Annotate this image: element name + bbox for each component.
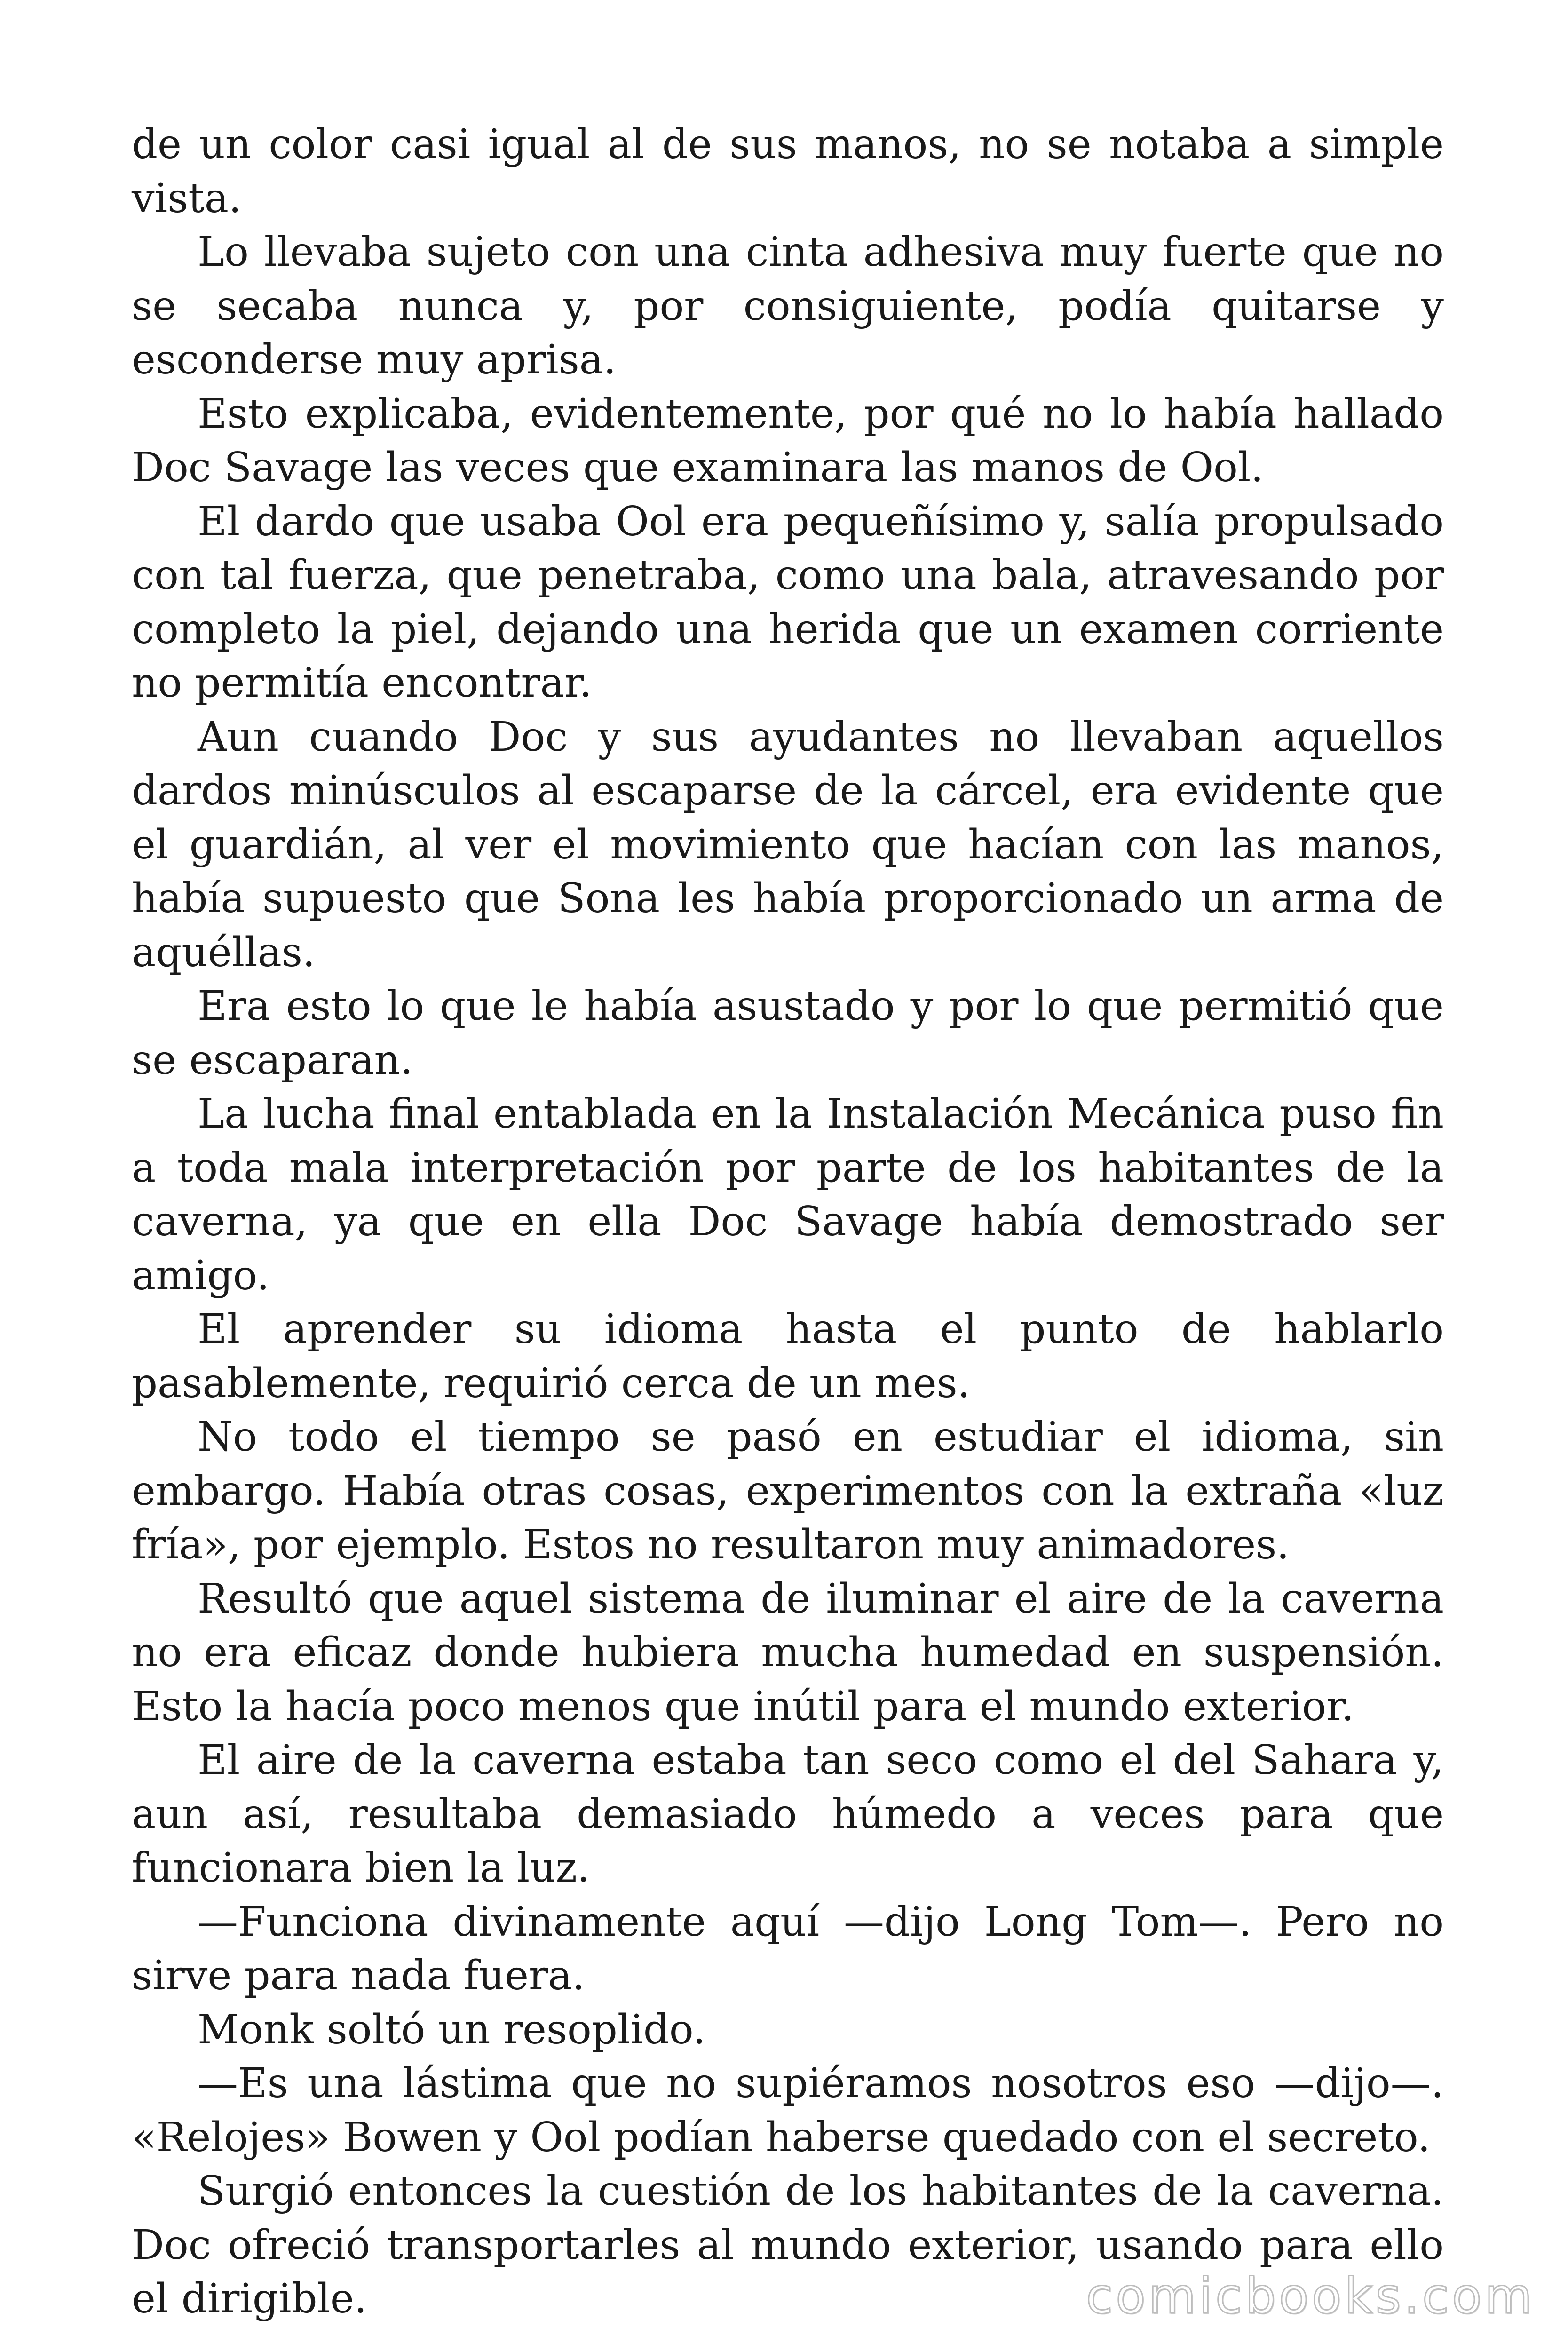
paragraph: No todo el tiempo se pasó en estudiar el idioma, sin embargo. Había otras cosas, experimentos con la extraña «luz fría», por ejemplo. Estos no resultaron muy animadores.: [132, 1414, 1444, 1568]
paragraph: —Es una lástima que no supiéramos nosotros eso —dijo—. «Relojes» Bowen y Ool podían haberse quedado con el secreto.: [132, 2060, 1444, 2161]
paragraph: Esto explicaba, evidentemente, por qué no lo había hallado Doc Savage las veces que examinara las manos de Ool.: [132, 390, 1444, 491]
paragraph: El aire de la caverna estaba tan seco como el del Sahara y, aun así, resultaba demasiado húmedo a veces para que funcionara bien la luz.: [132, 1737, 1444, 1891]
paragraph: El aprender su idioma hasta el punto de hablarlo pasablemente, requirió cerca de un mes.: [132, 1306, 1444, 1407]
paragraph: Monk soltó un resoplido.: [198, 2006, 706, 2053]
paragraph: —Funciona divinamente aquí —dijo Long Tom—. Pero no sirve para nada fuera.: [132, 1898, 1444, 1999]
page-body: [132, 118, 1444, 2326]
paragraph: Era esto lo que le había asustado y por lo que permitió que se escaparan.: [132, 983, 1444, 1084]
paragraph: Aun cuando Doc y sus ayudantes no llevaban aquellos dardos minúsculos al escaparse de la cárcel, era evidente que el guardián, al ver el movimiento que hacían con las manos, había supuesto que Sona les había proporcionado un arma de aquéllas.: [132, 713, 1444, 976]
paragraph: El dardo que usaba Ool era pequeñísimo y, salía propulsado con tal fuerza, que penetraba, como una bala, atravesando por completo la piel, dejando una herida que un examen corriente no permitía encontrar.: [132, 498, 1444, 707]
watermark: comicbooks.com: [1085, 2267, 1535, 2325]
paragraph-continued: de un color casi igual al de sus manos, no se notaba a simple vista.: [132, 121, 1444, 222]
paragraph: Surgió entonces la cuestión de los habitantes de la caverna. Doc ofreció transportarles al mundo exterior, usando para ello el dirigible.: [132, 2168, 1444, 2322]
paragraph: Lo llevaba sujeto con una cinta adhesiva muy fuerte que no se secaba nunca y, por consiguiente, podía quitarse y esconderse muy aprisa.: [132, 229, 1444, 383]
paragraph: Resultó que aquel sistema de iluminar el aire de la caverna no era eficaz donde hubiera mucha humedad en suspensión. Esto la hacía poco menos que inútil para el mundo exterior.: [132, 1575, 1444, 1730]
paragraph: La lucha final entablada en la Instalación Mecánica puso fin a toda mala interpretación por parte de los habitantes de la caverna, ya que en ella Doc Savage había demostrado ser amigo.: [132, 1090, 1444, 1299]
